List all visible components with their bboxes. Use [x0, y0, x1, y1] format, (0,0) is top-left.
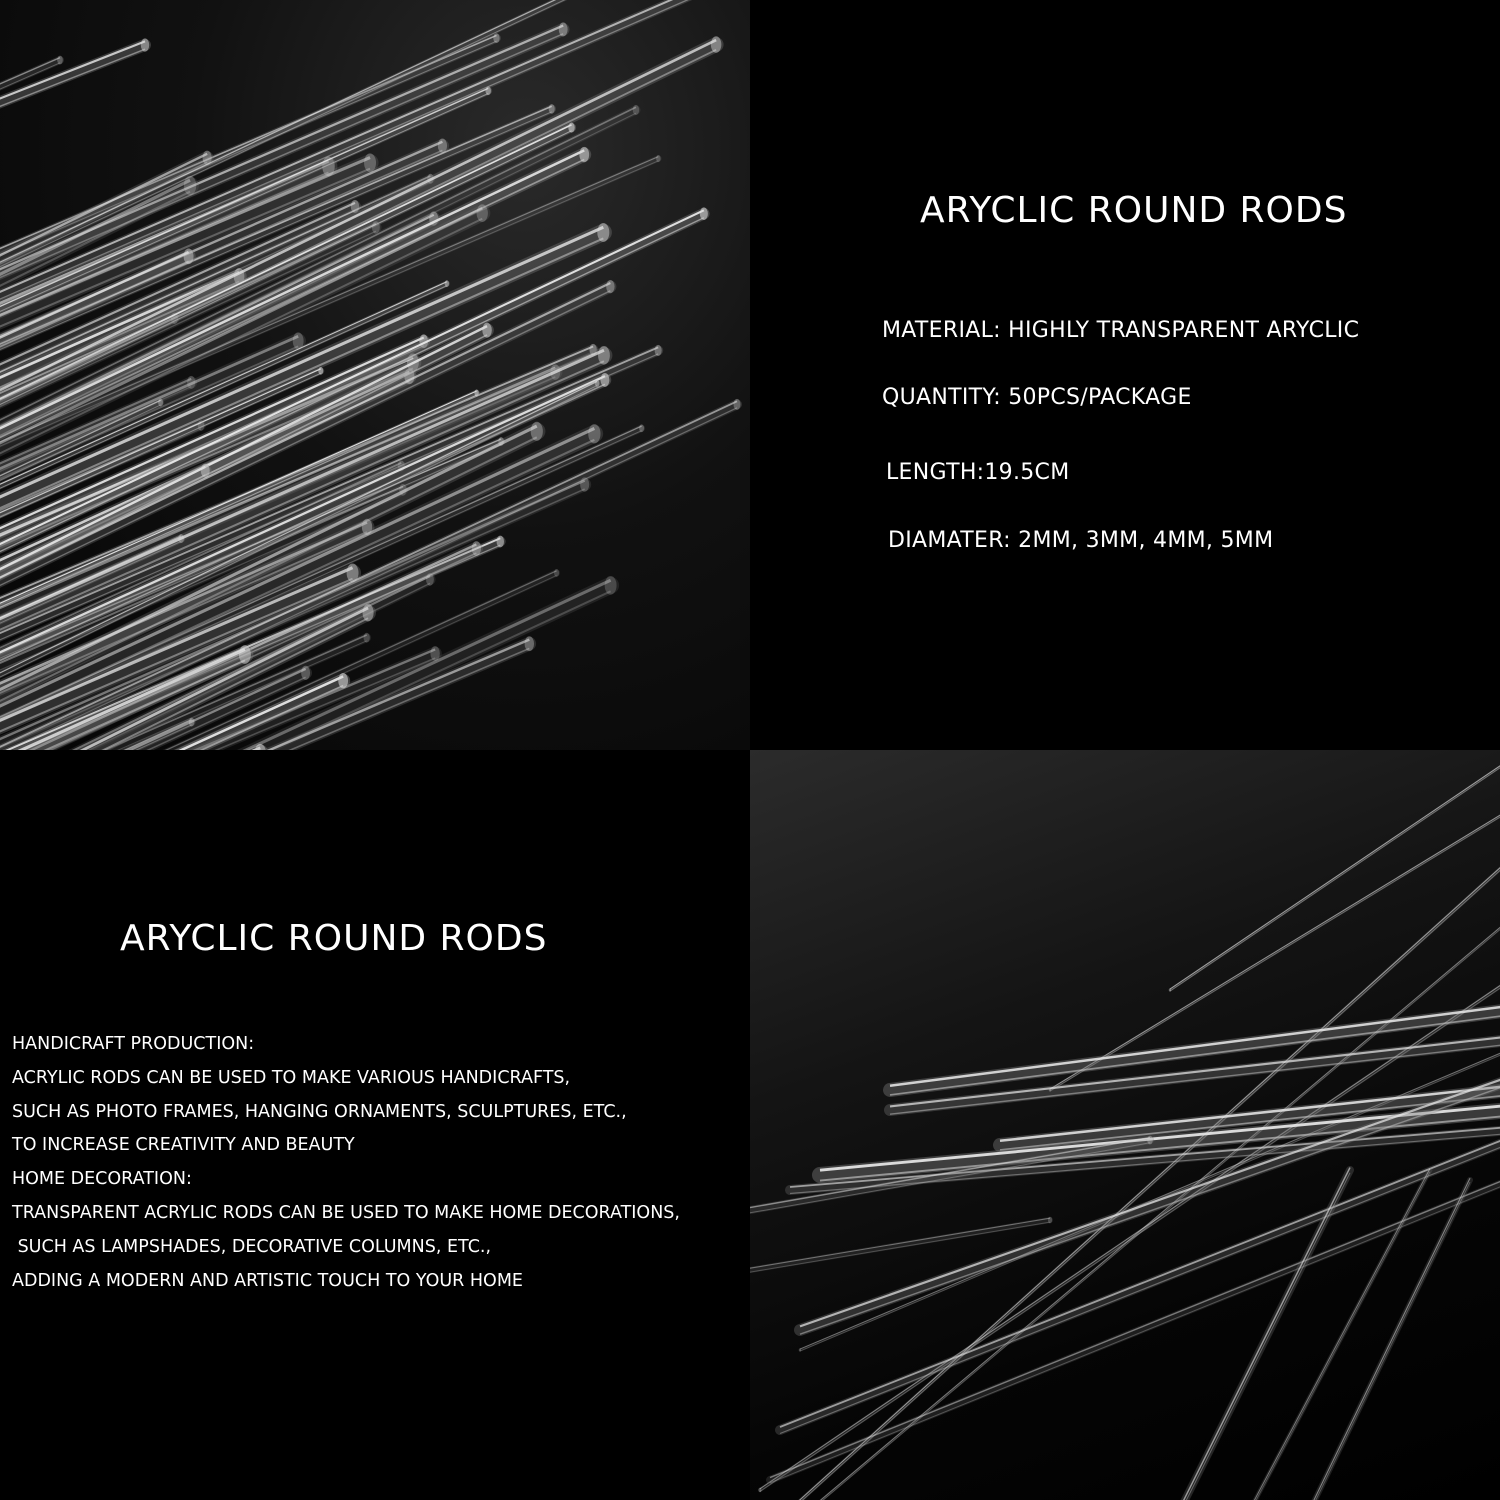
description-panel — [0, 750, 750, 1500]
description-line: SUCH AS PHOTO FRAMES, HANGING ORNAMENTS, SCULPTURES, ETC., — [12, 1101, 627, 1122]
description-line: HANDICRAFT PRODUCTION: — [12, 1034, 255, 1054]
spec-quantity: QUANTITY: 50PCS/PACKAGE — [882, 385, 1192, 410]
spec-diameter: DIAMATER: 2MM, 3MM, 4MM, 5MM — [888, 528, 1274, 553]
specs-title: ARYCLIC ROUND RODS — [920, 190, 1348, 231]
rods-closeup-photo — [750, 750, 1500, 1500]
description-title: ARYCLIC ROUND RODS — [120, 918, 548, 959]
spec-material: MATERIAL: HIGHLY TRANSPARENT ARYCLIC — [882, 318, 1360, 343]
rod-shape — [770, 1176, 1500, 1483]
description-line: TO INCREASE CREATIVITY AND BEAUTY — [12, 1135, 355, 1156]
rod-shape — [1169, 759, 1500, 992]
rods-bundle-photo — [0, 0, 750, 750]
description-line: ACRYLIC RODS CAN BE USED TO MAKE VARIOUS HANDICRAFTS, — [12, 1067, 571, 1088]
rods-closeup-image — [750, 750, 1500, 1500]
description-line: SUCH AS LAMPSHADES, DECORATIVE COLUMNS, ETC., — [12, 1236, 492, 1257]
spec-length: LENGTH:19.5CM — [886, 460, 1070, 485]
description-text — [12, 1028, 680, 1298]
description-line: TRANSPARENT ACRYLIC RODS CAN BE USED TO MAKE HOME DECORATIONS, — [12, 1202, 680, 1223]
specs-panel — [750, 0, 1500, 750]
rod-shape — [750, 1136, 1153, 1213]
description-line: HOME DECORATION: — [12, 1169, 192, 1190]
rod-shape — [1177, 1168, 1350, 1500]
description-line: ADDING A MODERN AND ARTISTIC TOUCH TO YOUR HOME — [12, 1270, 523, 1291]
rods-bundle-image — [0, 0, 750, 750]
